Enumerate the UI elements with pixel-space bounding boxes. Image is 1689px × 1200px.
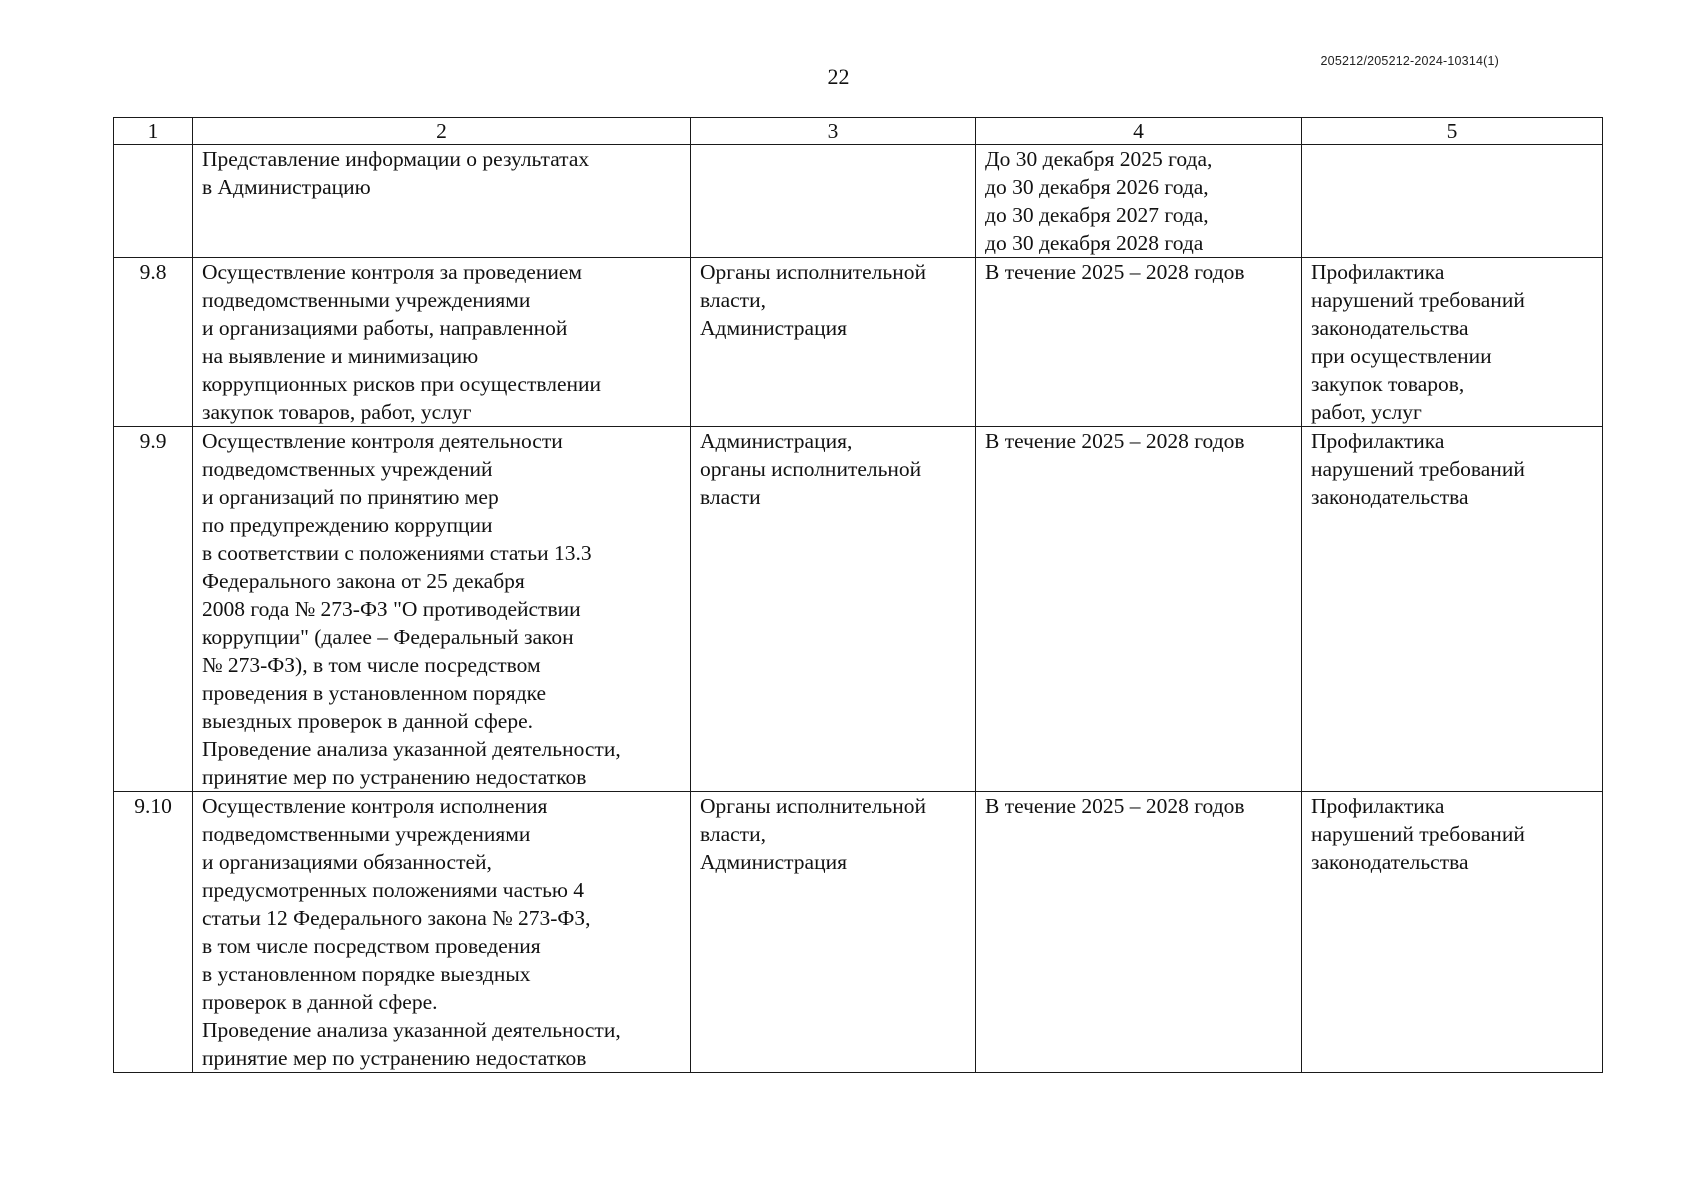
- cell-text-line: В течение 2025 – 2028 годов: [985, 260, 1245, 284]
- cell-text-line: Органы исполнительной: [700, 260, 926, 284]
- item-number-cell: [114, 145, 193, 258]
- cell-text-line: принятие мер по устранению недостатков: [202, 765, 587, 789]
- cell-text-line: и организациями работы, направленной: [202, 316, 568, 340]
- cell-text-line: принятие мер по устранению недостатков: [202, 1046, 587, 1070]
- table-header-row: [114, 118, 1603, 145]
- cell-text-line: проверок в данной сфере.: [202, 990, 438, 1014]
- cell-text-line: Администрация,: [700, 429, 853, 453]
- cell-text-line: нарушений требований: [1311, 288, 1525, 312]
- executors-cell: [691, 792, 976, 1073]
- cell-text-line: законодательства: [1311, 485, 1469, 509]
- measures-table: [113, 117, 1603, 1073]
- measure-cell: [193, 792, 691, 1073]
- deadline-cell: [976, 258, 1302, 427]
- measure-cell: [193, 258, 691, 427]
- cell-text-line: коррупционных рисков при осуществлении: [202, 372, 602, 396]
- cell-text-line: до 30 декабря 2026 года,: [985, 175, 1209, 199]
- cell-text-line: при осуществлении: [1311, 344, 1492, 368]
- cell-text-line: Осуществление контроля исполнения: [202, 794, 548, 818]
- cell-text-line: в установленном порядке выездных: [202, 962, 531, 986]
- column-header: 5: [1302, 118, 1603, 145]
- executors-cell: [691, 145, 976, 258]
- cell-text-line: Профилактика: [1311, 429, 1445, 453]
- result-cell: [1302, 427, 1603, 792]
- executors-cell: [691, 258, 976, 427]
- column-header: 1: [114, 118, 193, 145]
- deadline-cell: [976, 427, 1302, 792]
- cell-text-line: закупок товаров,: [1311, 372, 1465, 396]
- cell-text-line: нарушений требований: [1311, 457, 1525, 481]
- cell-text-line: статьи 12 Федерального закона № 273-ФЗ,: [202, 906, 591, 930]
- cell-text-line: Осуществление контроля за проведением: [202, 260, 582, 284]
- cell-text-line: Проведение анализа указанной деятельности,: [202, 1018, 621, 1042]
- document-id: 205212/205212-2024-10314(1): [1320, 54, 1499, 68]
- cell-text-line: Администрация: [700, 316, 847, 340]
- cell-text-line: № 273-ФЗ), в том числе посредством: [202, 653, 541, 677]
- column-header: 3: [691, 118, 976, 145]
- cell-text-line: нарушений требований: [1311, 822, 1525, 846]
- cell-text-line: власти,: [700, 822, 766, 846]
- cell-text-line: Осуществление контроля деятельности: [202, 429, 563, 453]
- cell-text-line: законодательства: [1311, 316, 1469, 340]
- cell-text-line: Органы исполнительной: [700, 794, 926, 818]
- cell-text-line: подведомственными учреждениями: [202, 822, 531, 846]
- cell-text-line: В течение 2025 – 2028 годов: [985, 794, 1245, 818]
- cell-text-line: До 30 декабря 2025 года,: [985, 147, 1213, 171]
- measure-cell: [193, 145, 691, 258]
- cell-text-line: власти: [700, 485, 761, 509]
- cell-text-line: проведения в установленном порядке: [202, 681, 547, 705]
- cell-text-line: в том числе посредством проведения: [202, 934, 541, 958]
- cell-text-line: Профилактика: [1311, 794, 1445, 818]
- item-number-cell: 9.8: [114, 258, 193, 427]
- cell-text-line: Представление информации о результатах: [202, 147, 590, 171]
- cell-text-line: и организаций по принятию мер: [202, 485, 499, 509]
- cell-text-line: подведомственными учреждениями: [202, 288, 531, 312]
- cell-text-line: выездных проверок в данной сфере.: [202, 709, 534, 733]
- table-row: [114, 258, 1603, 427]
- column-header: 4: [976, 118, 1302, 145]
- cell-text-line: коррупции" (далее – Федеральный закон: [202, 625, 574, 649]
- item-number-cell: 9.10: [114, 792, 193, 1073]
- cell-text-line: подведомственных учреждений: [202, 457, 493, 481]
- cell-text-line: Проведение анализа указанной деятельности,: [202, 737, 621, 761]
- deadline-cell: [976, 145, 1302, 258]
- cell-text-line: власти,: [700, 288, 766, 312]
- cell-text-line: законодательства: [1311, 850, 1469, 874]
- executors-cell: [691, 427, 976, 792]
- item-number-cell: 9.9: [114, 427, 193, 792]
- cell-text-line: в соответствии с положениями статьи 13.3: [202, 541, 592, 565]
- table-row: [114, 427, 1603, 792]
- cell-text-line: работ, услуг: [1311, 400, 1422, 424]
- measure-cell: [193, 427, 691, 792]
- cell-text-line: Федерального закона от 25 декабря: [202, 569, 525, 593]
- cell-text-line: по предупреждению коррупции: [202, 513, 493, 537]
- cell-text-line: в Администрацию: [202, 175, 371, 199]
- cell-text-line: Профилактика: [1311, 260, 1445, 284]
- deadline-cell: [976, 792, 1302, 1073]
- cell-text-line: Администрация: [700, 850, 847, 874]
- cell-text-line: 2008 года № 273-ФЗ "О противодействии: [202, 597, 581, 621]
- page-number: 22: [827, 64, 850, 89]
- cell-text-line: на выявление и минимизацию: [202, 344, 479, 368]
- cell-text-line: до 30 декабря 2027 года,: [985, 203, 1209, 227]
- table-row: [114, 792, 1603, 1073]
- column-header: 2: [193, 118, 691, 145]
- result-cell: [1302, 258, 1603, 427]
- cell-text-line: закупок товаров, работ, услуг: [202, 400, 472, 424]
- result-cell: [1302, 792, 1603, 1073]
- cell-text-line: В течение 2025 – 2028 годов: [985, 429, 1245, 453]
- cell-text-line: до 30 декабря 2028 года: [985, 231, 1204, 255]
- cell-text-line: предусмотренных положениями частью 4: [202, 878, 585, 902]
- cell-text-line: органы исполнительной: [700, 457, 922, 481]
- result-cell: [1302, 145, 1603, 258]
- cell-text-line: и организациями обязанностей,: [202, 850, 492, 874]
- table-row: [114, 145, 1603, 258]
